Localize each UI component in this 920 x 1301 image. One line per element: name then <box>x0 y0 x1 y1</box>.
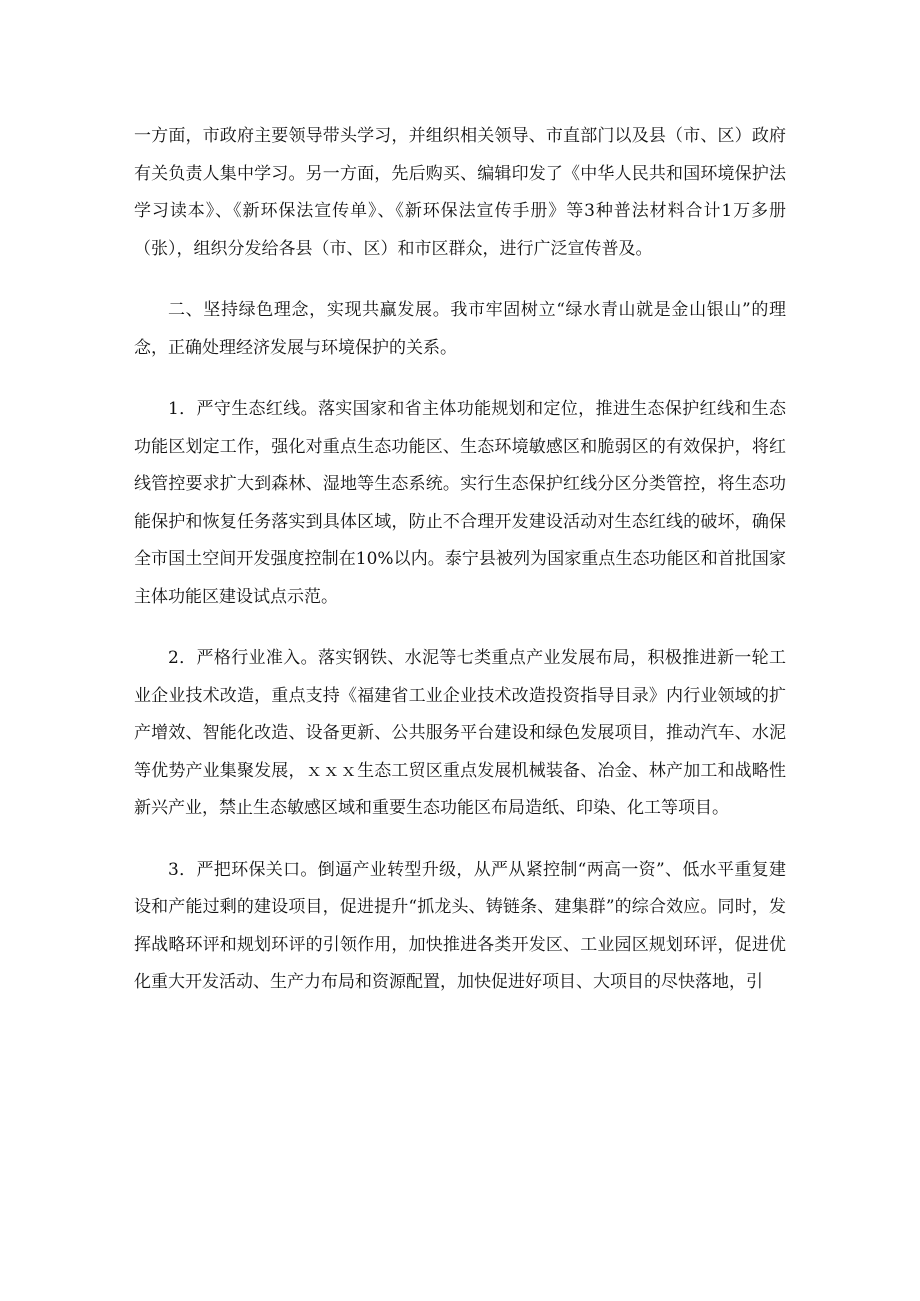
paragraph-1: 一方面，市政府主要领导带头学习，并组织相关领导、市直部门以及县（市、区）政府有关负责人集中学习。另一方面，先后购买、编辑印发了《中华人民共和国环境保护法学习读本》、《新环保法宣传单》、《新环保法宣传手册》等3种普法材料合计1万多册（张），组织分发给各县（市、区）和市区群众，进行广泛宣传普及。 <box>134 126 786 259</box>
document-body <box>134 118 786 1026</box>
paragraph-3: 1．严守生态红线。落实国家和省主体功能规划和定位，推进生态保护红线和生态功能区划定工作，强化对重点生态功能区、生态环境敏感区和脆弱区的有效保护，将红线管控要求扩大到森林、湿地等生态系统。实行生态保护红线分区分类管控，将生态功能保护和恢复任务落实到具体区域，防止不合理开发建设活动对生态红线的破坏，确保全市国土空间开发强度控制在10%以内。泰宁县被列为国家重点生态功能区和首批国家主体功能区建设试点示范。 <box>134 399 786 607</box>
paragraph-5: 3．严把环保关口。倒逼产业转型升级，从严从紧控制“两高一资”、低水平重复建设和产能过剩的建设项目，促进提升“抓龙头、铸链条、建集群”的综合效应。同时，发挥战略环评和规划环评的引领作用，加快推进各类开发区、工业园区规划环评，促进优化重大开发活动、生产力布局和资源配置，加快促进好项目、大项目的尽快落地，引 <box>134 859 786 992</box>
paragraph-4: 2．严格行业准入。落实钢铁、水泥等七类重点产业发展布局，积极推进新一轮工业企业技术改造，重点支持《福建省工业企业技术改造投资指导目录》内行业领域的扩产增效、智能化改造、设备更新、公共服务平台建设和绿色发展项目，推动汽车、水泥等优势产业集聚发展，ｘｘｘ生态工贸区重点发展机械装备、冶金、林产加工和战略性新兴产业，禁止生态敏感区域和重要生态功能区布局造纸、印染、化工等项目。 <box>134 648 786 818</box>
paragraph-2: 二、坚持绿色理念，实现共赢发展。我市牢固树立“绿水青山就是金山银山”的理念，正确处理经济发展与环境保护的关系。 <box>134 300 786 358</box>
